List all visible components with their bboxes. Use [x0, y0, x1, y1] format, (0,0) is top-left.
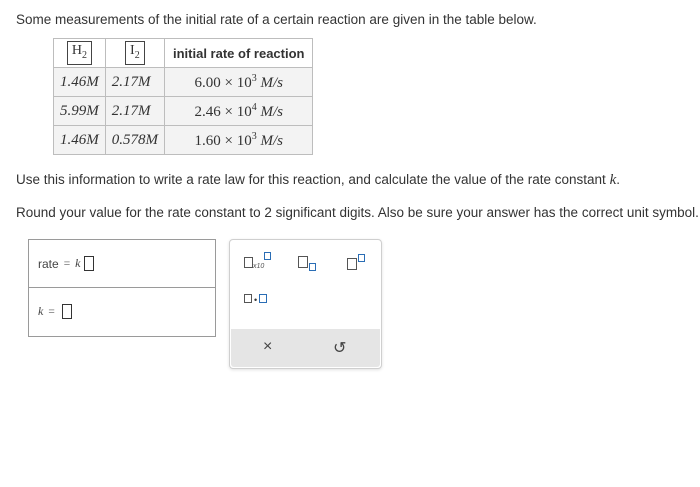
- cell-i2: 0.578M: [105, 126, 164, 155]
- header-initial-rate: initial rate of reaction: [165, 39, 313, 68]
- cell-rate: $2.46 \times 10^4$ M/s: [165, 97, 313, 126]
- subscript-icon[interactable]: [298, 255, 316, 273]
- multiply-dot-icon[interactable]: •: [244, 294, 267, 305]
- intro-text: Some measurements of the initial rate of a certain reaction are given in the table below.: [16, 12, 537, 27]
- cell-i2: 2.17M: [105, 97, 164, 126]
- rate-constant-input[interactable]: [62, 304, 72, 319]
- rate-law-row: [29, 240, 215, 287]
- scientific-notation-icon[interactable]: x10: [244, 255, 271, 273]
- k-symbol: k: [75, 256, 81, 270]
- cell-rate: $1.60 \times 10^3$ M/s: [165, 126, 313, 155]
- instruction-rate-law: Use this information to write a rate law for this reaction, and calculate the value of the rate constant k.: [16, 172, 620, 188]
- palette-toolbar: [231, 329, 380, 367]
- cell-h2: 1.46M: [54, 68, 106, 97]
- cell-h2: 1.46M: [54, 126, 106, 155]
- rate-law-input[interactable]: [84, 256, 94, 271]
- clear-icon[interactable]: ×: [263, 338, 273, 355]
- instruction-rounding: Round your value for the rate constant to 2 significant digits. Also be sure your answer has the correct unit symbol.: [16, 205, 699, 220]
- h2-concentration-label: $H_2$: [67, 41, 92, 66]
- cell-i2: 2.17M: [105, 68, 164, 97]
- equals-sign: =: [63, 257, 71, 270]
- rate-label: rate: [38, 256, 59, 271]
- math-palette: [229, 239, 382, 369]
- rate-constant-row: [29, 287, 215, 335]
- cell-rate: $6.00 \times 10^3$ M/s: [165, 68, 313, 97]
- cell-h2: 5.99M: [54, 97, 106, 126]
- table-row: [54, 126, 313, 155]
- header-i2: [105, 39, 164, 68]
- table-row: [54, 68, 313, 97]
- k-label: k: [38, 304, 44, 318]
- table-row: [54, 97, 313, 126]
- i2-concentration-label: $I_2$: [125, 41, 145, 66]
- rate-data-table: [53, 38, 313, 155]
- equals-sign: =: [48, 305, 55, 318]
- answer-box: [28, 239, 216, 337]
- undo-icon[interactable]: ↺: [333, 340, 347, 357]
- header-h2: [54, 39, 106, 68]
- superscript-icon[interactable]: [347, 257, 365, 275]
- table-header-row: [54, 39, 313, 68]
